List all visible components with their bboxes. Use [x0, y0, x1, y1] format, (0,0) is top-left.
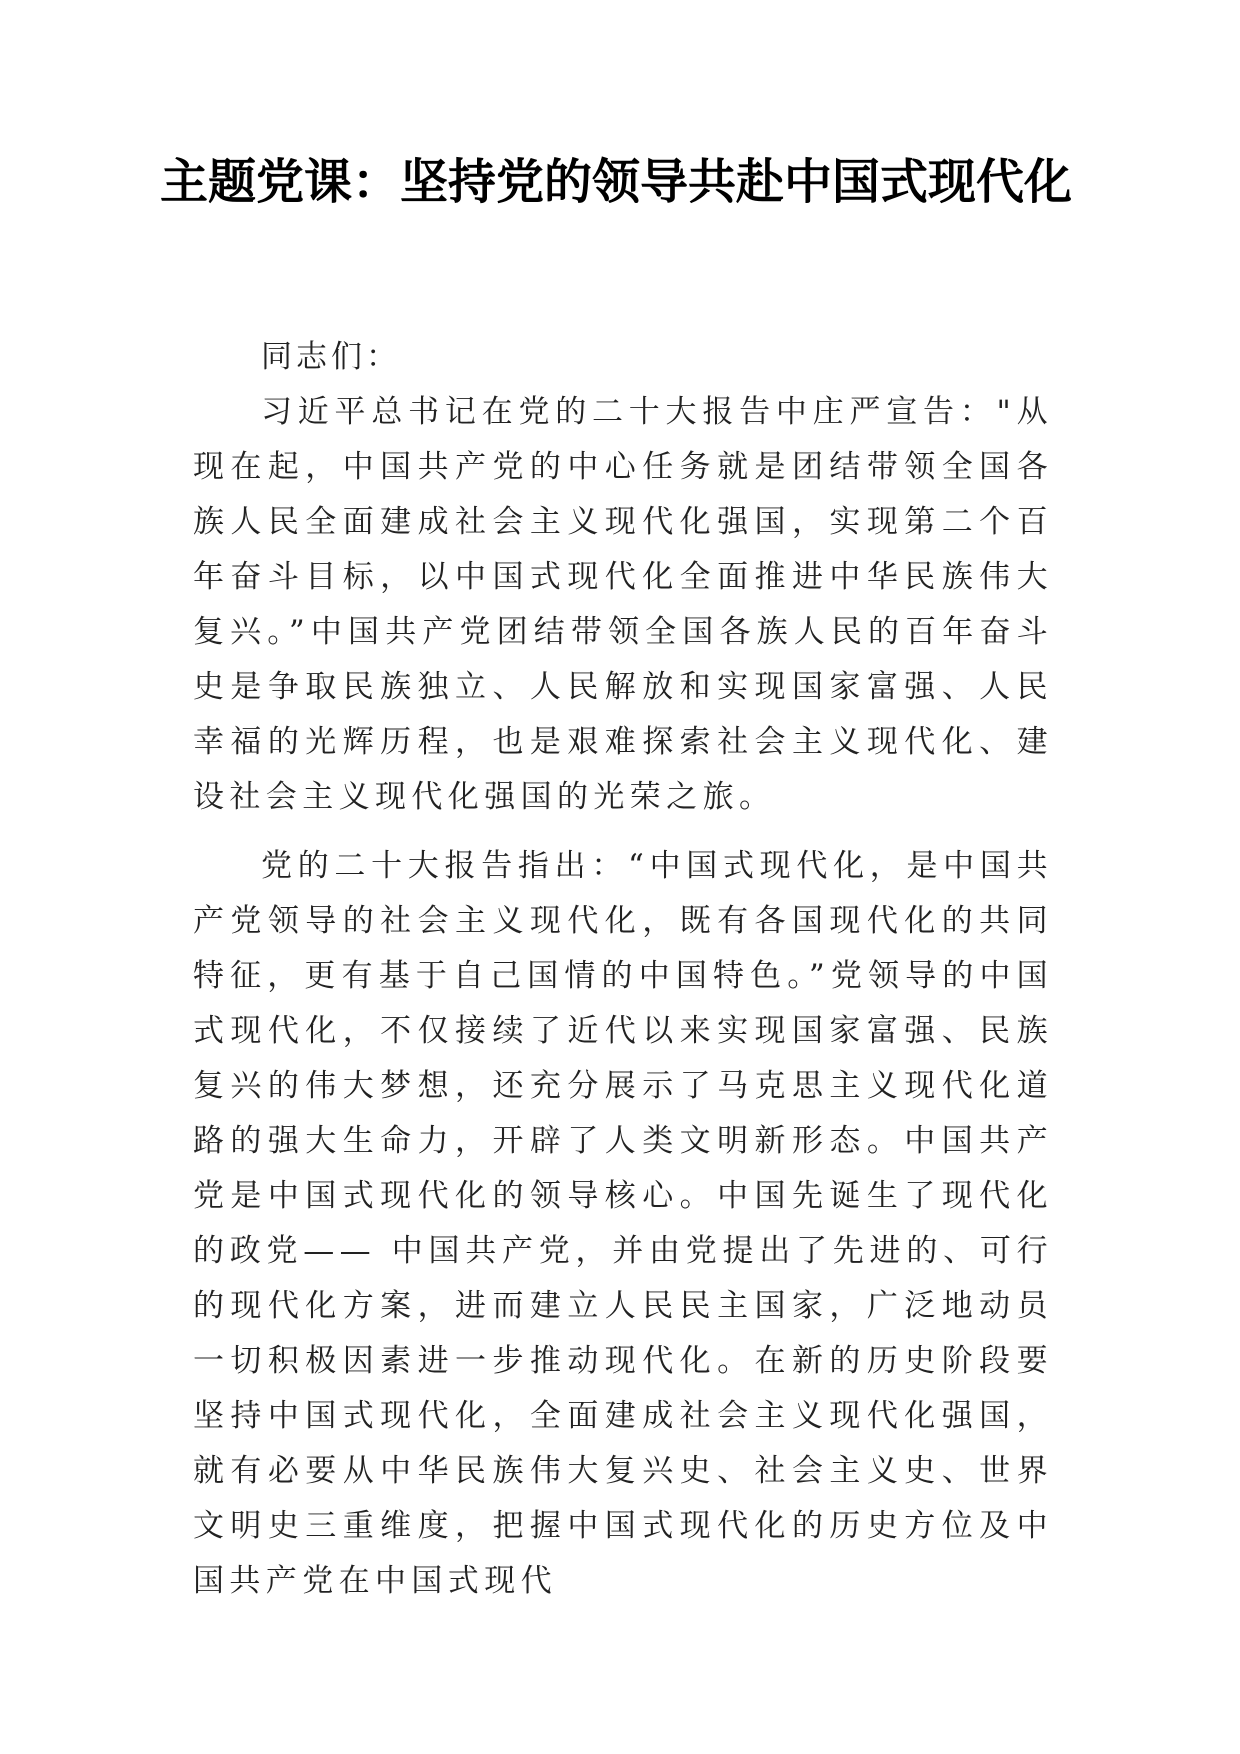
- document-body: [193, 330, 1053, 1609]
- paragraph-1: 习近平总书记在党的二十大报告中庄严宣告："从现在起，中国共产党的中心任务就是团结带领全国各族人民全面建成社会主义现代化强国，实现第二个百年奋斗目标，以中国式现代化全面推进中华民族伟大复兴。”中国共产党团结带领全国各族人民的百年奋斗史是争取民族独立、人民解放和实现国家富强、人民幸福的光辉历程，也是艰难探索社会主义现代化、建设社会主义现代化强国的光荣之旅。: [193, 394, 1053, 815]
- document-title: 主题党课：坚持党的领导共赴中国式现代化: [160, 154, 1073, 210]
- salutation: 同志们：: [261, 339, 401, 375]
- paragraph-2: 党的二十大报告指出：“中国式现代化，是中国共产党领导的社会主义现代化，既有各国现代化的共同特征，更有基于自己国情的中国特色。”党领导的中国式现代化，不仅接续了近代以来实现国家富强、民族复兴的伟大梦想，还充分展示了马克思主义现代化道路的强大生命力，开辟了人类文明新形态。中国共产党是中国式现代化的领导核心。中国先诞生了现代化的政党—— 中国共产党，并由党提出了先进的、可行的现代化方案，进而建立人民民主国家，广泛地动员一切积极因素进一步推动现代化。在新的历史阶段要坚持中国式现代化，全面建成社会主义现代化强国，就有必要从中华民族伟大复兴史、社会主义史、世界文明史三重维度，把握中国式现代化的历史方位及中国共产党在中国式现代: [193, 848, 1053, 1599]
